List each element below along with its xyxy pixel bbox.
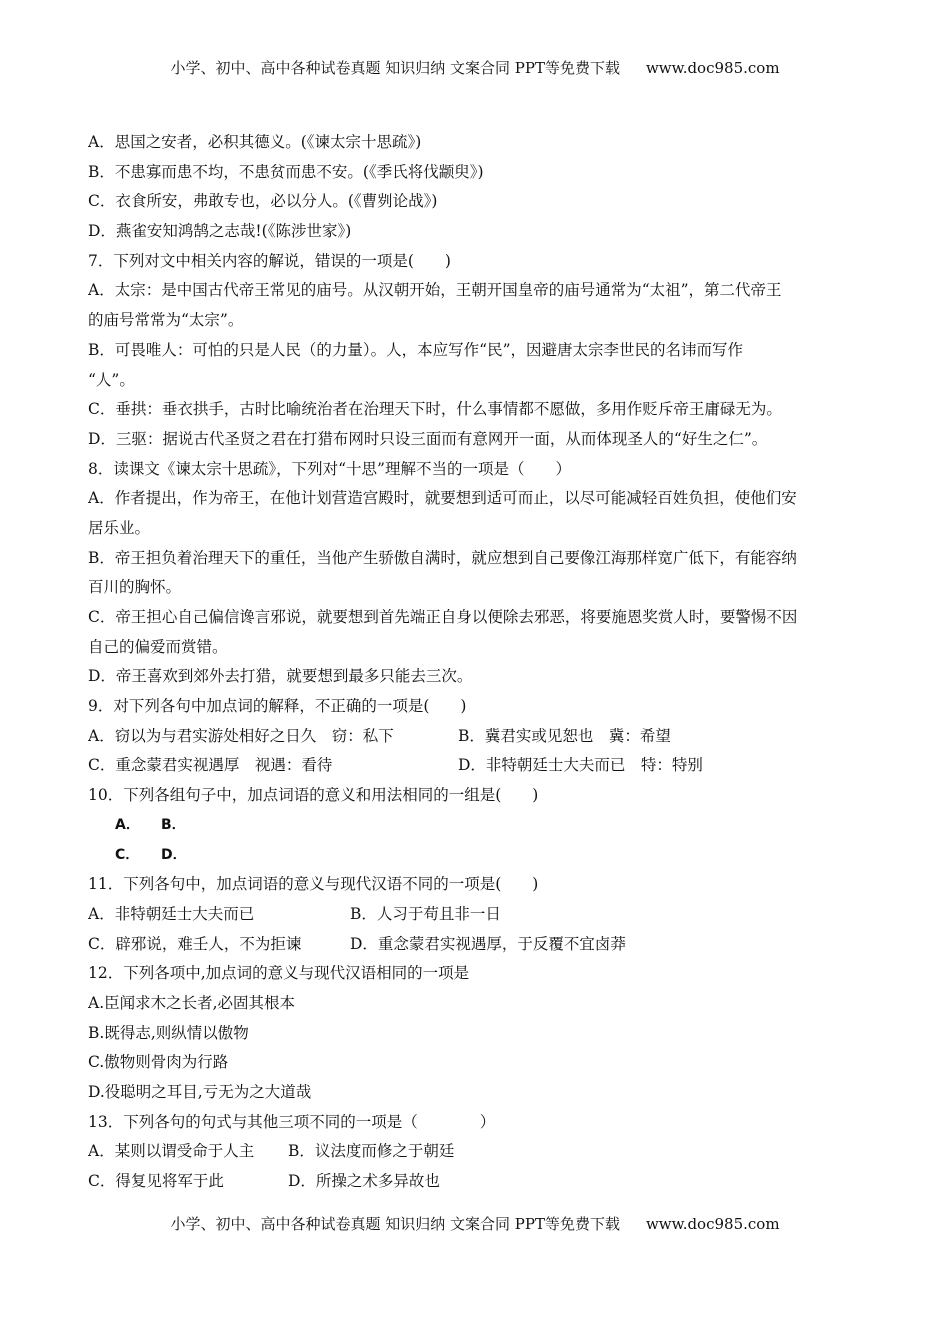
q12-option-b: B.既得志,则纵情以傲物 [88,1023,249,1042]
question-10-stem: 10．下列各组句子中，加点词语的意义和用法相同的一组是( ) [88,786,539,805]
page-header [0,57,950,78]
q9-options-row2 [88,751,858,781]
q11-option-b: B．人习于苟且非一日 [350,904,501,923]
text-line: D．三驱：据说古代圣贤之君在打猎布网时只设三面而有意网开一面，从而体现圣人的“好生之仁”。 [88,429,768,448]
q11-option-c: C．辟邪说，难壬人，不为拒谏 [88,934,302,953]
footer-text: 小学、初中、高中各种试卷真题 知识归纳 文案合同 PPT等免费下载 [170,1215,620,1233]
q13-option-d: D．所操之术多异故也 [288,1172,440,1191]
q10-option-c: C． [115,846,140,863]
q12-option-c: C.傲物则骨肉为行路 [88,1053,229,1072]
header-text: 小学、初中、高中各种试卷真题 知识归纳 文案合同 PPT等免费下载 [170,59,620,77]
q13-option-c: C．得复见将军于此 [88,1172,224,1191]
question-9-stem: 9．对下列各句中加点词的解释，不正确的一项是( ) [88,697,467,716]
q10-options-row1 [88,811,858,841]
text-line: A．太宗：是中国古代帝王常见的庙号。从汉朝开始，王朝开国皇帝的庙号通常为“太祖”，第二代帝王 [88,281,782,300]
text-line: B．帝王担负着治理天下的重任，当他产生骄傲自满时，就应想到自己要像江海那样宽广低下，有能容纳 [88,548,797,567]
text-line: 居乐业。 [88,518,151,537]
question-7-stem: 7．下列对文中相关内容的解说，错误的一项是( ) [88,251,451,270]
text-line: C．衣食所安，弗敢专也，必以分人。(《曹刿论战》) [88,192,438,211]
q9-options-row1 [88,722,858,752]
q13-options-row2 [88,1167,858,1197]
text-line: 的庙号常常为“太宗”。 [88,311,244,330]
q12-option-d: D.役聪明之耳目,亏无为之大道哉 [88,1083,312,1101]
q9-option-c: C．重念蒙君实视遇厚 视遇：看待 [88,756,333,775]
document-body [88,128,858,1197]
text-line: “人”。 [88,370,135,389]
text-line: C．垂拱：垂衣拱手，古时比喻统治者在治理天下时，什么事情都不愿做，多用作贬斥帝王庸碌无为。 [88,400,782,419]
question-13-stem: 13．下列各句的句式与其他三项不同的一项是（ ） [88,1112,496,1131]
q12-option-a: A.臣闻求木之长者,必固其根本 [88,993,296,1012]
text-line: A．作者提出，作为帝王，在他计划营造宫殿时，就要想到适可而止，以尽可能减轻百姓负担，使他们安 [88,489,797,508]
question-8-stem: 8．读课文《谏太宗十思疏》，下列对“十思”理解不当的一项是（ ） [88,459,571,478]
q13-option-b: B．议法度而修之于朝廷 [288,1142,455,1161]
text-line: 自己的偏爱而赏错。 [88,637,228,656]
text-line: D．帝王喜欢到郊外去打猎，就要想到最多只能去三次。 [88,667,473,686]
page-footer [0,1213,950,1234]
question-11-stem: 11．下列各句中，加点词语的意义与现代汉语不同的一项是( ) [88,875,539,894]
text-line: D．燕雀安知鸿鹄之志哉!(《陈涉世家》) [88,222,352,241]
text-line: B．可畏唯人：可怕的只是人民（的力量）。人，本应写作“民”，因避唐太宗李世民的名讳而写作 [88,340,743,359]
q11-option-a: A．非特朝廷士大夫而已 [88,904,255,923]
text-line: C．帝王担心自己偏信谗言邪说，就要想到首先端正自身以便除去邪恶，将要施恩奖赏人时，要警惕不因 [88,608,798,626]
text-line: A．思国之安者，必积其德义。(《谏太宗十思疏》) [88,133,422,151]
q9-option-d: D．非特朝廷士大夫而已 特：特别 [458,756,703,775]
q11-option-d: D．重念蒙君实视遇厚，于反覆不宜卤莽 [350,934,626,953]
header-url[interactable]: www.doc985.com [645,59,780,77]
question-12-stem: 12．下列各项中,加点词的意义与现代汉语相同的一项是 [88,964,470,983]
footer-url[interactable]: www.doc985.com [645,1215,780,1233]
q13-option-a: A．某则以谓受命于人主 [88,1142,255,1161]
q9-option-b: B．冀君实或见恕也 冀：希望 [458,726,671,745]
q10-options-row2 [88,841,858,871]
q10-option-d: D． [161,846,187,863]
text-line: 百川的胸怀。 [88,578,182,597]
q11-options-row2 [88,930,858,960]
q11-options-row1 [88,900,858,930]
text-line: B．不患寡而患不均，不患贫而患不安。(《季氏将伐颛臾》) [88,162,484,181]
q10-option-b: B． [161,816,186,833]
q9-option-a: A．窃以为与君实游处相好之日久 窃：私下 [88,726,394,745]
q10-option-a: A． [115,816,140,833]
q13-options-row1 [88,1137,858,1167]
